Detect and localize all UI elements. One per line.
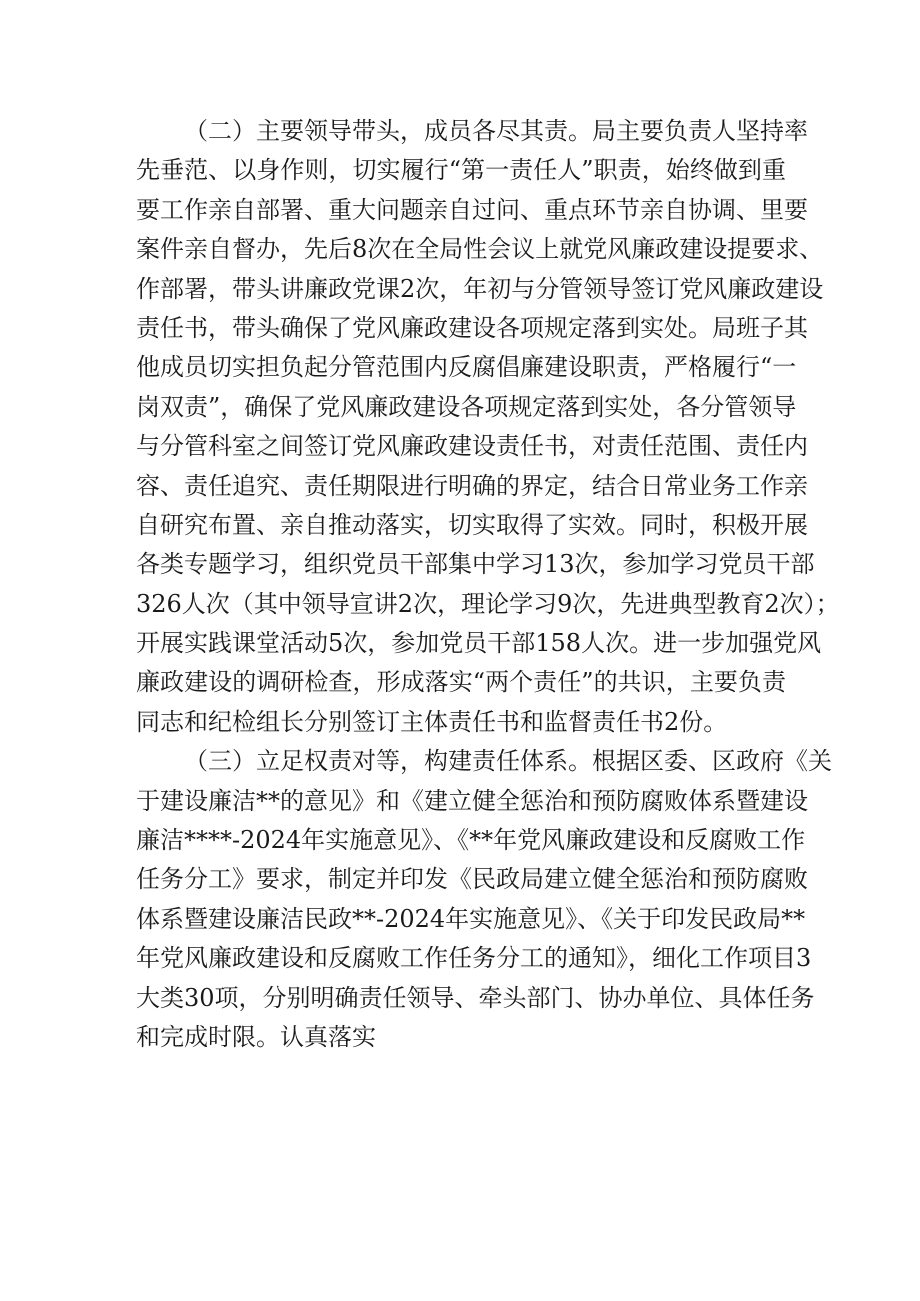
paragraph-line: 与分管科室之间签订党风廉政建设责任书，对责任范围、责任内 bbox=[136, 432, 808, 461]
paragraph-line: 326人次（其中领导宣讲2次，理论学习9次，先进典型教育2次）； bbox=[136, 589, 840, 618]
paragraph-line: 于建设廉洁**的意见》和《建立健全惩治和预防腐败体系暨建设 bbox=[136, 786, 808, 815]
paragraph-3 bbox=[136, 742, 832, 1057]
paragraph-line: 年党风廉政建设和反腐败工作任务分工的通知》，细化工作项目3 bbox=[136, 944, 812, 973]
paragraph-line: 容、责任追究、责任期限进行明确的界定，结合日常业务工作亲 bbox=[136, 471, 808, 500]
paragraph-line: 体系暨建设廉洁民政**-2024年实施意见》、《关于印发民政局** bbox=[136, 904, 806, 933]
paragraph-line: 和完成时限。认真落实 bbox=[136, 1022, 376, 1051]
paragraph-line: 责任书，带头确保了党风廉政建设各项规定落到实处。局班子其 bbox=[136, 313, 808, 342]
paragraph-line: 案件亲自督办，先后8次在全局性会议上就党风廉政建设提要求、 bbox=[136, 235, 824, 264]
document-body bbox=[136, 112, 840, 1057]
paragraph-line: 自研究布置、亲自推动落实，切实取得了实效。同时，积极开展 bbox=[136, 510, 808, 539]
paragraph-line: 大类30项，分别明确责任领导、牵头部门、协办单位、具体任务 bbox=[136, 983, 815, 1012]
paragraph-line: 廉政建设的调研检查，形成落实“两个责任”的共识，主要负责 bbox=[136, 668, 786, 697]
paragraph-line: 岗双责”，确保了党风廉政建设各项规定落到实处，各分管领导 bbox=[136, 392, 797, 421]
paragraph-line: 各类专题学习，组织党员干部集中学习13次，参加学习党员干部 bbox=[136, 550, 815, 579]
paragraph-2 bbox=[136, 112, 840, 742]
paragraph-line: 廉洁****-2024年实施意见》、《**年党风廉政建设和反腐败工作 bbox=[136, 826, 806, 855]
paragraph-line: （二）主要领导带头，成员各尽其责。局主要负责人坚持率 bbox=[184, 117, 808, 145]
paragraph-line: （三）立足权责对等，构建责任体系。根据区委、区政府《关 bbox=[184, 747, 832, 776]
paragraph-line: 作部署，带头讲廉政党课2次，年初与分管领导签订党风廉政建设 bbox=[136, 274, 824, 303]
paragraph-line: 同志和纪检组长分别签订主体责任书和监督责任书2份。 bbox=[136, 707, 728, 736]
paragraph-line: 先垂范、以身作则，切实履行“第一责任人”职责，始终做到重 bbox=[136, 156, 786, 185]
paragraph-line: 他成员切实担负起分管范围内反腐倡廉建设职责，严格履行“一 bbox=[136, 353, 797, 382]
paragraph-line: 任务分工》要求，制定并印发《民政局建立健全惩治和预防腐败 bbox=[136, 865, 808, 894]
paragraph-line: 要工作亲自部署、重大问题亲自过问、重点环节亲自协调、里要 bbox=[136, 195, 808, 224]
paragraph-line: 开展实践课堂活动5次，参加党员干部158人次。进一步加强党风 bbox=[136, 629, 822, 658]
